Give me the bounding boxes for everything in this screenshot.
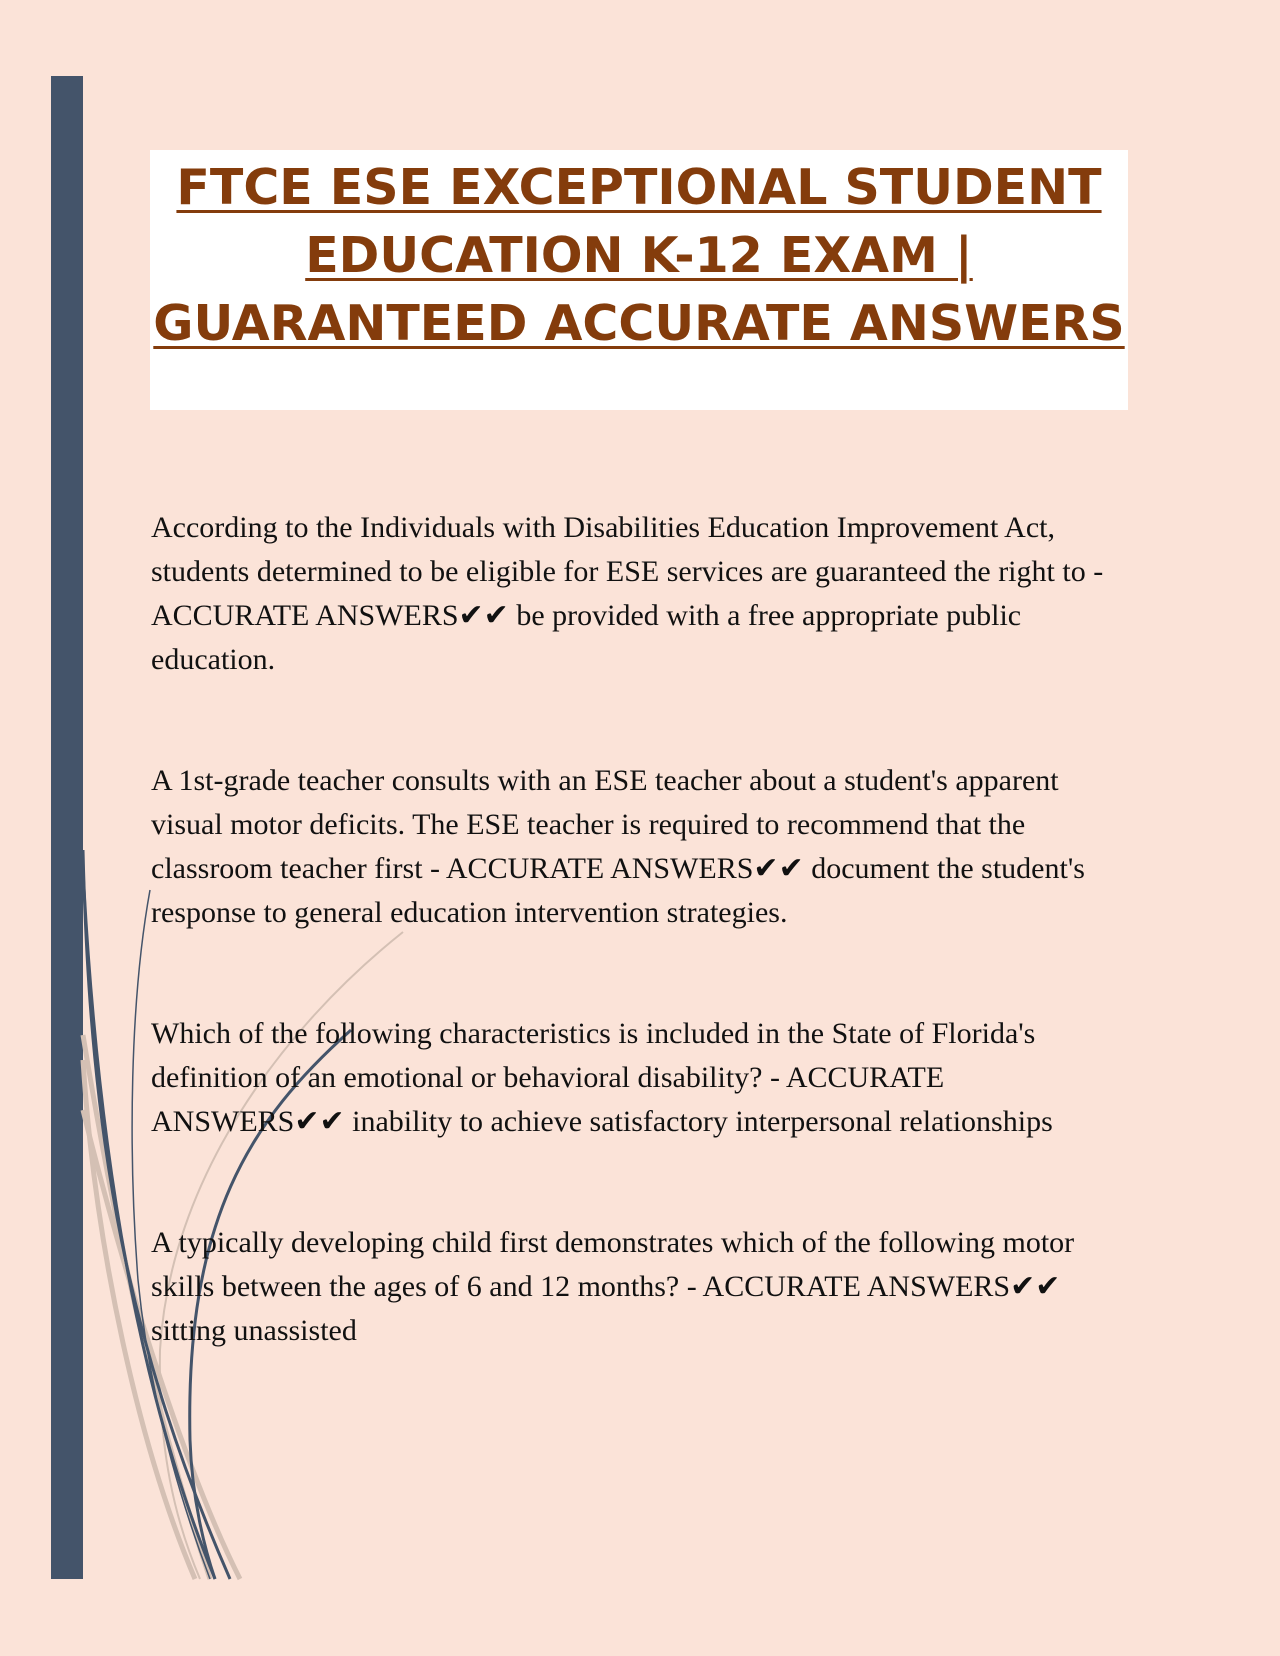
- qa-paragraph: Which of the following characteristics is included in the State of Florida's definition of an emotional or behavioral disability? - ACCURATE ANSWERS✔✔ inability to achieve satisfactory interpersonal relationships: [151, 1017, 1053, 1138]
- qa-content: [151, 506, 1111, 1430]
- title-box: [150, 150, 1128, 410]
- qa-paragraph: According to the Individuals with Disabilities Education Improvement Act, students determined to be eligible for ESE services are guaranteed the right to - ACCURATE ANSWERS✔✔ be provided with a free appropriate public education.: [151, 511, 1104, 676]
- qa-paragraph: A 1st-grade teacher consults with an ESE teacher about a student's apparent visual motor deficits. The ESE teacher is required to recommend that the classroom teacher first - ACCURATE ANSWERS✔✔ document the student's response to general education intervention strategies.: [151, 764, 1085, 929]
- document-title: FTCE ESE EXCEPTIONAL STUDENT EDUCATION K-12 EXAM | GUARANTEED ACCURATE ANSWERS: [153, 159, 1125, 352]
- qa-paragraph: A typically developing child first demonstrates which of the following motor skills between the ages of 6 and 12 months? - ACCURATE ANSWERS✔✔ sitting unassisted: [151, 1226, 1075, 1347]
